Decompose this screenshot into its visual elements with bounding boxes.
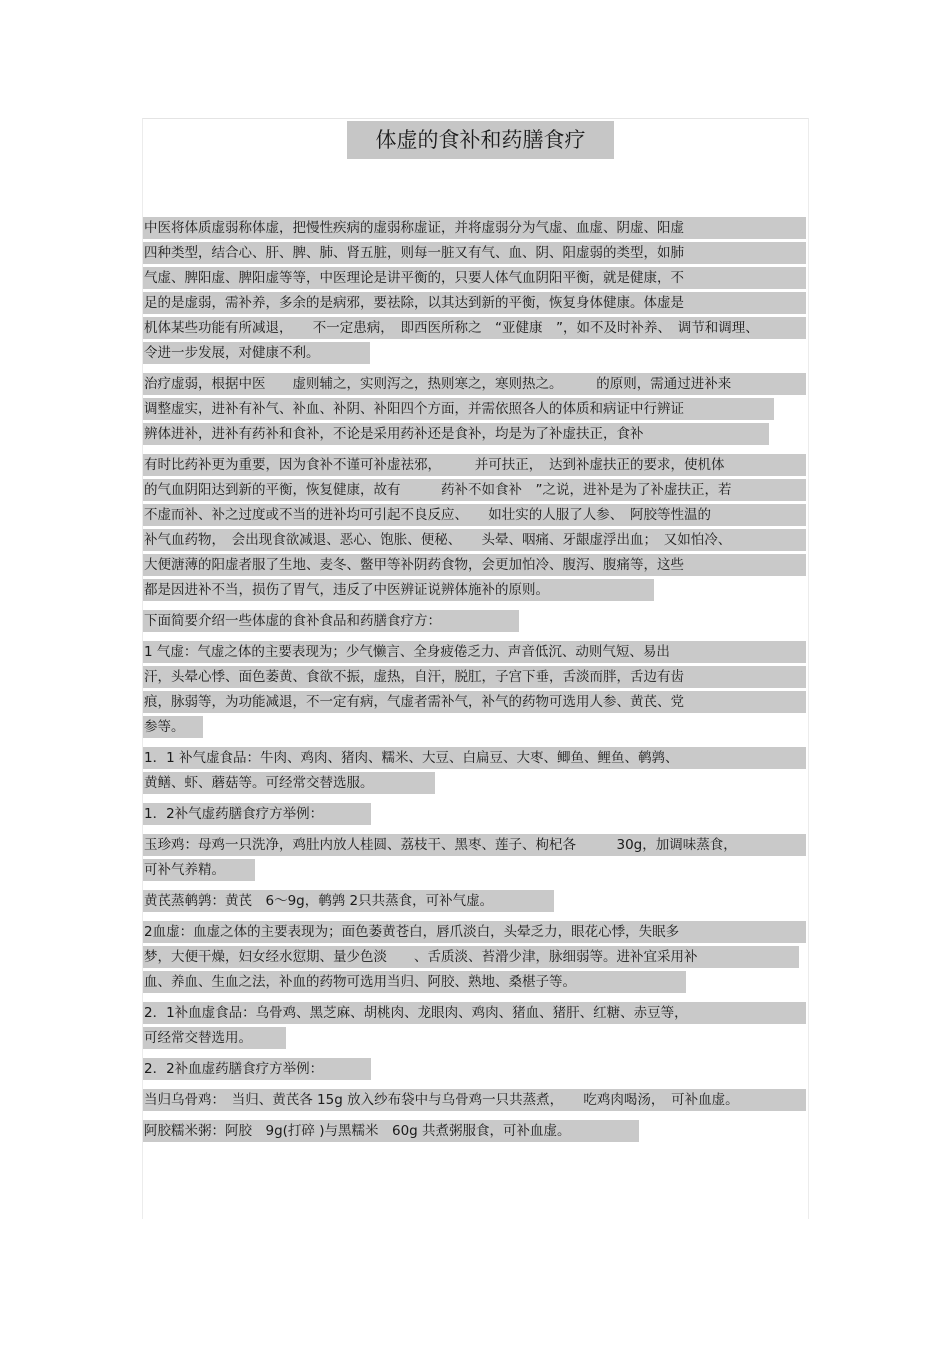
text-line: 1．1 补气虚食品：牛肉、鸡肉、猪肉、糯米、大豆、白扁豆、大枣、鲫鱼、鲤鱼、鹌鹑、: [143, 747, 806, 769]
text-line: 阿胶糯米粥：阿胶 9g(打碎 )与黑糯米 60g 共煮粥服食，可补血虚。: [143, 1120, 639, 1142]
text-line: 黄鳝、虾、蘑菇等。可经常交替选服。: [143, 772, 435, 794]
text-line: 痕，脉弱等，为功能减退，不一定有病，气虚者需补气，补气的药物可选用人参、黄芪、党: [143, 691, 806, 713]
text-line: 可补气养精。: [143, 859, 255, 881]
text-line: 都是因进补不当，损伤了胃气，违反了中医辨证说辨体施补的原则。: [143, 579, 654, 601]
text-line: 1．2补气虚药膳食疗方举例：: [143, 803, 371, 825]
paragraph: [143, 454, 808, 601]
text-line: 汗，头晕心悸、面色萎黄、食欲不振，虚热，自汗，脱肛，子宫下垂，舌淡而胖，舌边有齿: [143, 666, 806, 688]
text-line: 的气血阴阳达到新的平衡，恢复健康，故有 药补不如食补 ”之说，进补是为了补虚扶正，若: [143, 479, 806, 501]
text-line: 可经常交替选用。: [143, 1027, 286, 1049]
text-line: 1 气虚：气虚之体的主要表现为；少气懒言、全身疲倦乏力、声音低沉、动则气短、易出: [143, 641, 806, 663]
document-body: [143, 217, 808, 1151]
paragraph: [143, 1058, 808, 1080]
paragraph: [143, 890, 808, 912]
paragraph: [143, 373, 808, 445]
text-line: 四种类型，结合心、肝、脾、肺、肾五脏，则每一脏又有气、血、阴、阳虚弱的类型，如肺: [143, 242, 806, 264]
text-line: 有时比药补更为重要，因为食补不谨可补虚祛邪， 并可扶正， 达到补虚扶正的要求，使机体: [143, 454, 806, 476]
text-line: 下面简要介绍一些体虚的食补食品和药膳食疗方：: [143, 610, 519, 632]
text-line: 玉珍鸡：母鸡一只洗净，鸡肚内放人桂圆、荔枝干、黑枣、莲子、枸杞各 30g，加调味蒸食，: [143, 834, 806, 856]
paragraph: [143, 1002, 808, 1049]
text-line: 当归乌骨鸡： 当归、黄芪各 15g 放入纱布袋中与乌骨鸡一只共蒸煮， 吃鸡肉喝汤， 可补血虚。: [143, 1089, 806, 1111]
paragraph: [143, 1089, 808, 1111]
text-line: 中医将体质虚弱称体虚，把慢性疾病的虚弱称虚证，并将虚弱分为气虚、血虚、阴虚、阳虚: [143, 217, 806, 239]
text-line: 梦，大便干燥，妇女经水愆期、量少色淡 、舌质淡、苔滑少津，脉细弱等。进补宜采用补: [143, 946, 799, 968]
text-line: 参等。: [143, 716, 203, 738]
text-line: 补气血药物， 会出现食欲减退、恶心、饱胀、便秘、 头晕、咽痛、牙龈虚浮出血； 又如怕冷、: [143, 529, 806, 551]
paragraph: [143, 1120, 808, 1142]
text-line: 治疗虚弱，根据中医 虚则辅之，实则泻之，热则寒之，寒则热之。 的原则，需通过进补来: [143, 373, 806, 395]
paragraph: [143, 641, 808, 738]
text-line: 令进一步发展，对健康不利。: [143, 342, 370, 364]
text-line: 辨体进补，进补有药补和食补，不论是采用药补还是食补，均是为了补虚扶正，食补: [143, 423, 769, 445]
text-line: 调整虚实，进补有补气、补血、补阴、补阳四个方面，并需依照各人的体质和病证中行辨证: [143, 398, 774, 420]
text-line: 机体某些功能有所减退， 不一定患病， 即西医所称之 “亚健康 ”，如不及时补养、 调节和调理、: [143, 317, 806, 339]
text-line: 2．1补血虚食品：乌骨鸡、黑芝麻、胡桃肉、龙眼肉、鸡肉、猪血、猪肝、红糖、赤豆等，: [143, 1002, 806, 1024]
document-title: 体虚的食补和药膳食疗: [347, 121, 614, 159]
text-line: 大便溏薄的阳虚者服了生地、麦冬、鳖甲等补阴药食物，会更加怕冷、腹泻、腹痛等，这些: [143, 554, 806, 576]
text-line: 2．2补血虚药膳食疗方举例：: [143, 1058, 371, 1080]
text-line: 足的是虚弱，需补养，多余的是病邪，要祛除，以其达到新的平衡，恢复身体健康。体虚是: [143, 292, 806, 314]
paragraph: [143, 610, 808, 632]
text-line: 不虚而补、补之过度或不当的进补均可引起不良反应、 如壮实的人服了人参、 阿胶等性温的: [143, 504, 806, 526]
paragraph: [143, 747, 808, 794]
paragraph: [143, 834, 808, 881]
text-line: 黄芪蒸鹌鹑：黄芪 6～9g，鹌鹑 2只共蒸食，可补气虚。: [143, 890, 554, 912]
paragraph: [143, 921, 808, 993]
text-line: 血、养血、生血之法，补血的药物可选用当归、阿胶、熟地、桑椹子等。: [143, 971, 686, 993]
paragraph: [143, 803, 808, 825]
text-line: 气虚、脾阳虚、脾阳虚等等，中医理论是讲平衡的，只要人体气血阴阳平衡，就是健康，不: [143, 267, 806, 289]
text-line: 2血虚：血虚之体的主要表现为；面色萎黄苍白，唇爪淡白，头晕乏力，眼花心悸，失眠多: [143, 921, 806, 943]
paragraph: [143, 217, 808, 364]
